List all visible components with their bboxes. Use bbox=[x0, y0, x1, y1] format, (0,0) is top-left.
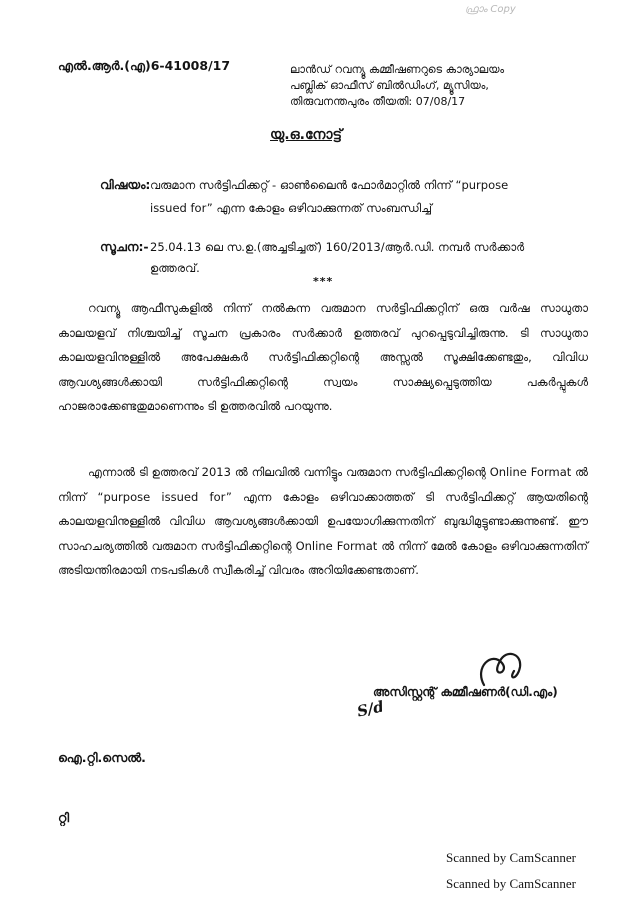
camscanner-watermark-1: Scanned by CamScanner bbox=[446, 850, 576, 865]
forwarding: റ്റി bbox=[58, 810, 70, 825]
camscanner-watermark-2: Scanned by CamScanner bbox=[446, 876, 576, 891]
recipient: ഐ.റ്റി.സെൽ. bbox=[58, 750, 146, 765]
reference-line-2: ഉത്തരവ്. bbox=[150, 261, 200, 275]
subject-line-2: issued for” എന്ന കോളം ഒഴിവാക്കുന്നത് സംബന്ധിച്ച് bbox=[150, 201, 432, 215]
office-line-3: തിരുവനന്തപുരം തീയതി: 07/08/17 bbox=[290, 95, 466, 108]
office-line-2: പബ്ലിക് ഓഫീസ് ബിൽഡിംഗ്, മ്യൂസിയം, bbox=[290, 79, 489, 92]
subject-label: വിഷയം: bbox=[100, 177, 151, 192]
reference-line-1: 25.04.13 ലെ സ.ഉ.(അച്ചടിച്ചത്) 160/2013/ആർ.ഡി. നമ്പർ സർക്കാർ bbox=[150, 240, 525, 254]
note-title: യു.ഒ.നോട്ട് bbox=[270, 127, 342, 143]
separator: *** bbox=[313, 275, 334, 288]
top-note: ഫ്രാം Copy bbox=[465, 4, 516, 15]
signature-initials: S/d bbox=[355, 697, 386, 721]
office-address bbox=[290, 62, 504, 110]
office-line-1: ലാൻഡ് റവന്യൂ കമ്മീഷണറുടെ കാര്യാലയം bbox=[290, 63, 505, 76]
paragraph-1: റവന്യൂ ആഫീസുകളിൽ നിന്ന് നൽകുന്ന വരുമാന സർട്ടിഫിക്കറ്റിന് ഒരു വർഷ സാധുതാ കാലയളവ് നിശ്ചയിച്ച് സൂചന പ്രകാരം സർക്കാർ ഉത്തരവ് പുറപ്പെടുവിച്ചിരുന്നു. ടി സാധുതാ കാലയളവിനുള്ളിൽ അപേക്ഷകർ സർട്ടിഫിക്കറ്റിന്റെ അസ്സൽ സൂക്ഷിക്കേണ്ടതും, വിവിധ ആവശ്യങ്ങൾക്കായി സർട്ടിഫിക്കറ്റിന്റെ സ്വയം സാക്ഷ്യപ്പെടുത്തിയ പകർപ്പുകൾ ഹാജരാക്കേണ്ടതുമാണെന്നും ടി ഉത്തരവിൽ പറയുന്നു. bbox=[58, 301, 588, 413]
subject-line-1: വരുമാന സർട്ടിഫിക്കറ്റ് - ഓൺലൈൻ ഫോർമാറ്റിൽ നിന്ന് “purpose bbox=[150, 178, 509, 192]
reference-number: എൽ.ആർ.(എ)6-41008/17 bbox=[58, 58, 231, 73]
reference-label: സൂചന:- bbox=[100, 239, 149, 254]
signature-designation: അസിസ്റ്റന്റ് കമ്മീഷണർ(ഡി.എം) bbox=[373, 685, 558, 699]
paragraph-2: എന്നാൽ ടി ഉത്തരവ് 2013 ൽ നിലവിൽ വന്നിട്ടും വരുമാന സർട്ടിഫിക്കറ്റിന്റെ Online Format ൽ നിന്ന് “purpose issued for” എന്ന കോളം ഒഴിവാക്കാത്തത് ടി സർട്ടിഫിക്കറ്റ് ആയതിന്റെ കാലയളവിനുള്ളിൽ വിവിധ ആവശ്യങ്ങൾക്കായി ഉപയോഗിക്കുന്നതിന് ബുദ്ധിമുട്ടുണ്ടാക്കുന്നുണ്ട്. ഈ സാഹചര്യത്തിൽ വരുമാന സർട്ടിഫിക്കറ്റിന്റെ Online Format ൽ നിന്ന് മേൽ കോളം ഒഴിവാക്കുന്നതിന് അടിയന്തിരമായി നടപടികൾ സ്വീകരിച്ച് വിവരം അറിയിക്കേണ്ടതാണ്. bbox=[58, 465, 588, 577]
